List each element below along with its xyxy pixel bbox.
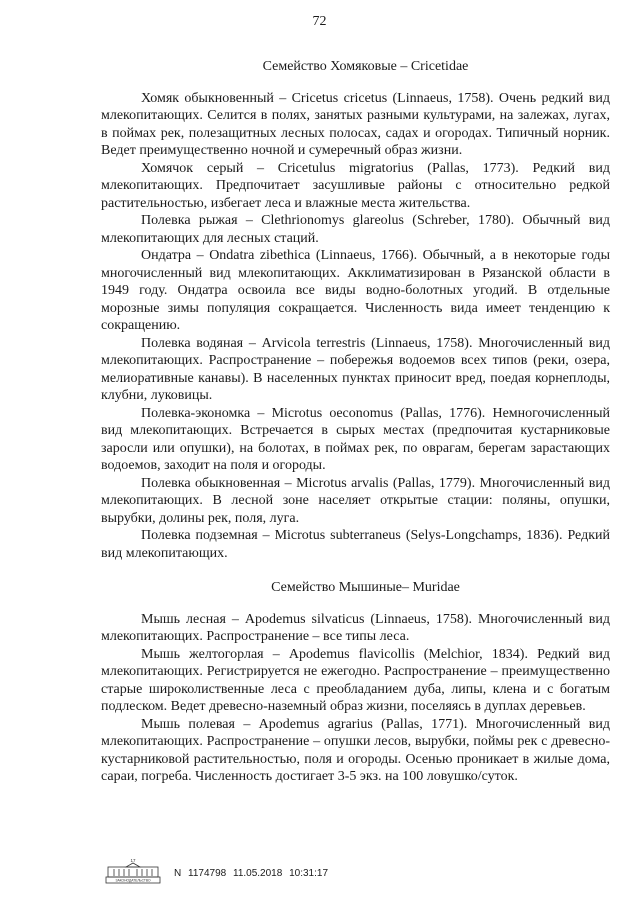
species-paragraph: Хомячок серый – Cricetulus migratorius (Pallas, 1773). Редкий вид млекопитающих. Предпочитает засушливые районы с относительно редкой растительностью, избегает леса и влажные места жительства. [101, 160, 610, 211]
registration-time: 10:31:17 [289, 868, 329, 879]
stamp-caption: ЗАКОНОДАТЕЛЬСТВО [115, 878, 151, 883]
section-muridae [101, 579, 610, 786]
section-heading: Семейство Мышиные– Muridae [271, 580, 460, 595]
species-paragraph: Мышь желтогорлая – Apodemus flavicollis (Melchior, 1834). Редкий вид млекопитающих. Регистрируется не ежегодно. Распространение – преимущественно старые широколиственные леса с преобладанием дуба, липы, клена и с богатым подлеском. Ведет древесно-наземный образ жизни, поселяясь в дуплах деревьев. [101, 646, 610, 714]
building-stamp-icon [104, 858, 162, 886]
registration-number: 1174798 [188, 868, 227, 879]
species-paragraph: Ондатра – Ondatra zibethica (Linnaeus, 1766). Обычный, а в некоторые годы многочисленный вид млекопитающих. Акклиматизирован в Рязанской области в 1949 году. Ондатра освоила все виды водно-болотных угодий. В отдельные морозные зимы популяция сокращается. Численность вида имеет тенденцию к сокращению. [101, 248, 610, 333]
registration-date: 11.05.2018 [233, 868, 283, 879]
species-paragraph: Полевка подземная – Microtus subterraneus (Selys-Longchamps, 1836). Редкий вид млекопитающих. [101, 528, 610, 561]
species-paragraph: Полевка рыжая – Clethrionomys glareolus (Schreber, 1780). Обычный вид млекопитающих для лесных стаций. [101, 213, 610, 246]
registration-mark: N [174, 868, 182, 879]
registration-line [174, 868, 332, 879]
section-heading: Семейство Хомяковые – Cricetidae [262, 59, 469, 74]
species-paragraph: Полевка обыкновенная – Microtus arvalis (Pallas, 1779). Многочисленный вид млекопитающих. В лесной зоне населяет открытые стации: поляны, опушки, вырубки, долины рек, поля, луга. [101, 475, 610, 526]
footer-registration [104, 858, 524, 886]
species-paragraph: Полевка-экономка – Microtus oeconomus (Pallas, 1776). Немногочисленный вид млекопитающих. Встречается в сырых местах (предпочитая кустарниковые заросли или опушки), на болотах, в поймах рек, по оврагам, берегам зарастающих водоемов, заходит на поля и огороды. [101, 405, 610, 473]
species-paragraph: Мышь лесная – Apodemus silvaticus (Linnaeus, 1758). Многочисленный вид млекопитающих. Распространение – все типы леса. [101, 611, 610, 644]
species-paragraph: Хомяк обыкновенный – Cricetus cricetus (Linnaeus, 1758). Очень редкий вид млекопитающих. Селится в полях, занятых разными культурами, на залежах, лугах, в поймах рек, полезащитных лесных полосах, садах и огородах. Типичный норник. Ведет преимущественно ночной и сумеречный образ жизни. [101, 90, 610, 158]
species-paragraph: Полевка водяная – Arvicola terrestris (Linnaeus, 1758). Многочисленный вид млекопитающих. Распространение – побережья водоемов всех типов (реки, озера, мелиоративные канавы). В населенных пунктах приносит вред, поедая корнеплоды, клубни, луковицы. [101, 335, 610, 403]
page-number: 72 [312, 14, 327, 29]
document-body [101, 58, 610, 786]
section-cricetidae [101, 58, 610, 562]
species-paragraph: Мышь полевая – Apodemus agrarius (Pallas, 1771). Многочисленный вид млекопитающих. Распространение – опушки лесов, вырубки, поймы рек с древесно-кустарниковой растительностью, поля и огороды. Осенью проникает в жилые дома, сараи, погреба. Численность достигает 3-5 экз. на 100 ловушко/суток. [101, 716, 610, 784]
stamp-number: 17 [130, 858, 136, 863]
section-spacer [101, 562, 610, 579]
